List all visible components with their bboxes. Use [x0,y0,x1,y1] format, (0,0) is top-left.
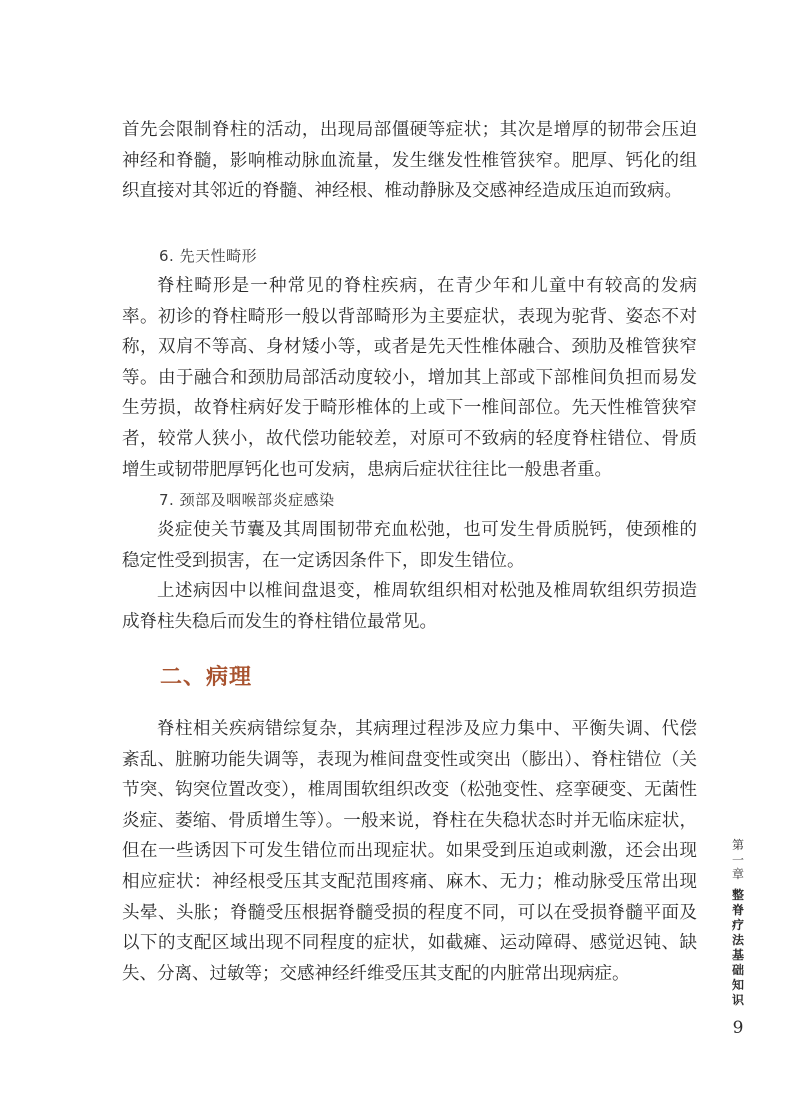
side-chapter-title: 整脊疗法基础知识 [731,888,744,1007]
text-block-section2 [122,714,697,989]
text-block-top [122,115,697,207]
text-block-sub6 [122,241,697,485]
paragraph-summary: 上述病因中以椎间盘退变，椎周软组织相对松弛及椎周软组织劳损造成脊柱失稳后而发生的脊柱错位最常见。 [122,581,697,632]
paragraph-section2: 脊柱相关疾病错综复杂，其病理过程涉及应力集中、平衡失调、代偿紊乱、脏腑功能失调等，表现为椎间盘变性或突出（膨出）、脊柱错位（关节突、钩突位置改变），椎周围软组织改变（松弛变性、痉挛硬变、无菌性炎症、萎缩、骨质增生等）。一般来说，脊柱在失稳状态时并无临床症状，但在一些诱因下可发生错位而出现症状。如果受到压迫或刺激，还会出现相应症状：神经根受压其支配范围疼痛、麻木、无力；椎动脉受压常出现头晕、头胀；脊髓受压根据脊髓受损的程度不同，可以在受损脊髓平面及以下的支配区域出现不同程度的症状，如截瘫、运动障碍、感觉迟钝、缺失、分离、过敏等；交感神经纤维受压其支配的内脏常出现病症。 [122,719,697,984]
subsection-heading-7: 7. 颈部及咽喉部炎症感染 [159,491,335,509]
paragraph-continued: 首先会限制脊柱的活动，出现局部僵硬等症状；其次是增厚的韧带会压迫神经和脊髓，影响椎动脉血流量，发生继发性椎管狭窄。肥厚、钙化的组织直接对其邻近的脊髓、神经根、椎动静脉及交感神经造成压迫而致病。 [122,120,697,202]
paragraph-sub6: 脊柱畸形是一种常见的脊柱疾病，在青少年和儿童中有较高的发病率。初诊的脊柱畸形一般以背部畸形为主要症状，表现为驼背、姿态不对称，双肩不等高、身材矮小等，或者是先天性椎体融合、颈肋及椎管狭窄等。由于融合和颈肋局部活动度较小，增加其上部或下部椎间负担而易发生劳损，故脊柱病好发于畸形椎体的上或下一椎间部位。先天性椎管狭窄者，较常人狭小，故代偿功能较差，对原可不致病的轻度脊柱错位、骨质增生或韧带肥厚钙化也可发病，患病后症状往往比一般患者重。 [122,276,697,480]
text-block-sub7 [122,485,697,637]
paragraph-sub7: 炎症使关节囊及其周围韧带充血松弛，也可发生骨质脱钙，使颈椎的稳定性受到损害，在一定诱因条件下，即发生错位。 [122,520,697,571]
subsection-heading-6: 6. 先天性畸形 [159,247,258,265]
page-number: 9 [732,1018,744,1038]
section-title-pathology: 二、病理 [160,664,253,690]
side-chapter-label: 第一章 [731,838,744,881]
